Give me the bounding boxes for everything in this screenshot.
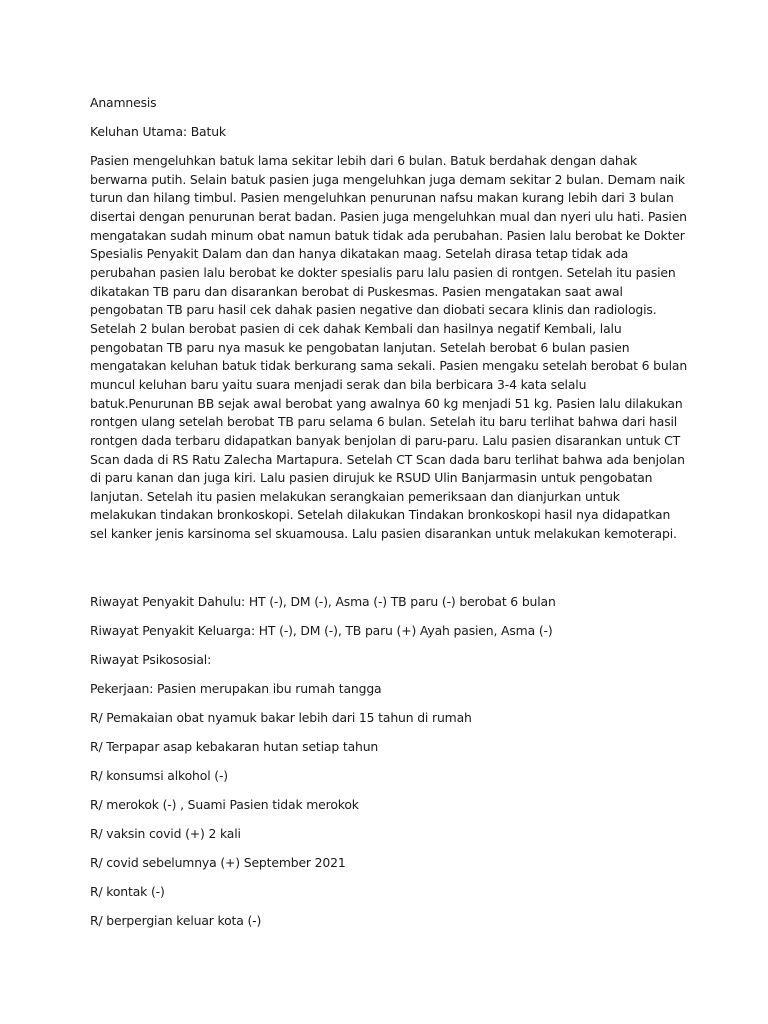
document-heading: Anamnesis [90,95,157,110]
history-item: Riwayat Psikososial: [90,651,212,667]
document-page [90,94,688,941]
chief-complaint: Keluhan Utama: Batuk [90,124,226,139]
history-item: R/ covid sebelumnya (+) September 2021 [90,854,346,870]
history-item: R/ Terpapar asap kebakaran hutan setiap tahun [90,738,379,754]
history-list [90,593,688,929]
history-item: Riwayat Penyakit Dahulu: HT (-), DM (-), Asma (-) TB paru (-) berobat 6 bulan [90,593,556,609]
narrative-paragraph: Pasien mengeluhkan batuk lama sekitar lebih dari 6 bulan. Batuk berdahak dengan dahak berwarna putih. Selain batuk pasien juga mengeluhkan juga demam sekitar 2 bulan. Demam naik turun dan hilang timbul. Pasien mengeluhkan penurunan nafsu makan kurang lebih dari 3 bulan disertai dengan penurunan berat badan. Pasien juga mengeluhkan mual dan nyeri ulu hati. Pasien mengatakan sudah minum obat namun batuk tidak ada perubahan. Pasien lalu berobat ke Dokter Spesialis Penyakit Dalam dan dan hanya dikatakan maag. Setelah dirasa tetap tidak ada perubahan pasien lalu berobat ke dokter spesialis paru lalu pasien di rontgen. Setelah itu pasien dikatakan TB paru dan disarankan berobat di Puskesmas. Pasien mengatakan saat awal pengobatan TB paru hasil cek dahak pasien negative dan diobati secara klinis dan radiologis. Setelah 2 bulan berobat pasien di cek dahak Kembali dan hasilnya negatif Kembali, lalu pengobatan TB paru nya masuk ke pengobatan lanjutan. Setelah berobat 6 bulan pasien mengatakan keluhan batuk tidak berkurang sama sekali. Pasien mengaku setelah berobat 6 bulan muncul keluhan baru yaitu suara menjadi serak dan bila berbicara 3-4 kata selalu batuk.Penurunan BB sejak awal berobat yang awalnya 60 kg menjadi 51 kg. Pasien lalu dilakukan rontgen ulang setelah berobat TB paru selama 6 bulan. Setelah itu baru terlihat bahwa dari hasil rontgen dada terbaru didapatkan banyak benjolan di paru-paru. Lalu pasien disarankan untuk CT Scan dada di RS Ratu Zalecha Martapura. Setelah CT Scan dada baru terlihat bahwa ada benjolan di paru kanan dan juga kiri. Lalu pasien dirujuk ke RSUD Ulin Banjarmasin untuk pengobatan lanjutan. Setelah itu pasien melakukan serangkaian pemeriksaan dan dianjurkan untuk melakukan tindakan bronkoskopi. Setelah dilakukan Tindakan bronkoskopi hasil nya didapatkan sel kanker jenis karsinoma sel skuamousa. Lalu pasien disarankan untuk melakukan kemoterapi. [90,153,688,542]
history-item: R/ berpergian keluar kota (-) [90,912,262,928]
history-item: R/ merokok (-) , Suami Pasien tidak merokok [90,796,359,812]
history-item: Pekerjaan: Pasien merupakan ibu rumah tangga [90,680,382,696]
history-item: R/ vaksin covid (+) 2 kali [90,825,241,841]
history-item: R/ kontak (-) [90,883,165,899]
history-item: R/ Pemakaian obat nyamuk bakar lebih dari 15 tahun di rumah [90,709,472,725]
history-item: Riwayat Penyakit Keluarga: HT (-), DM (-), TB paru (+) Ayah pasien, Asma (-) [90,622,553,638]
history-item: R/ konsumsi alkohol (-) [90,767,228,783]
